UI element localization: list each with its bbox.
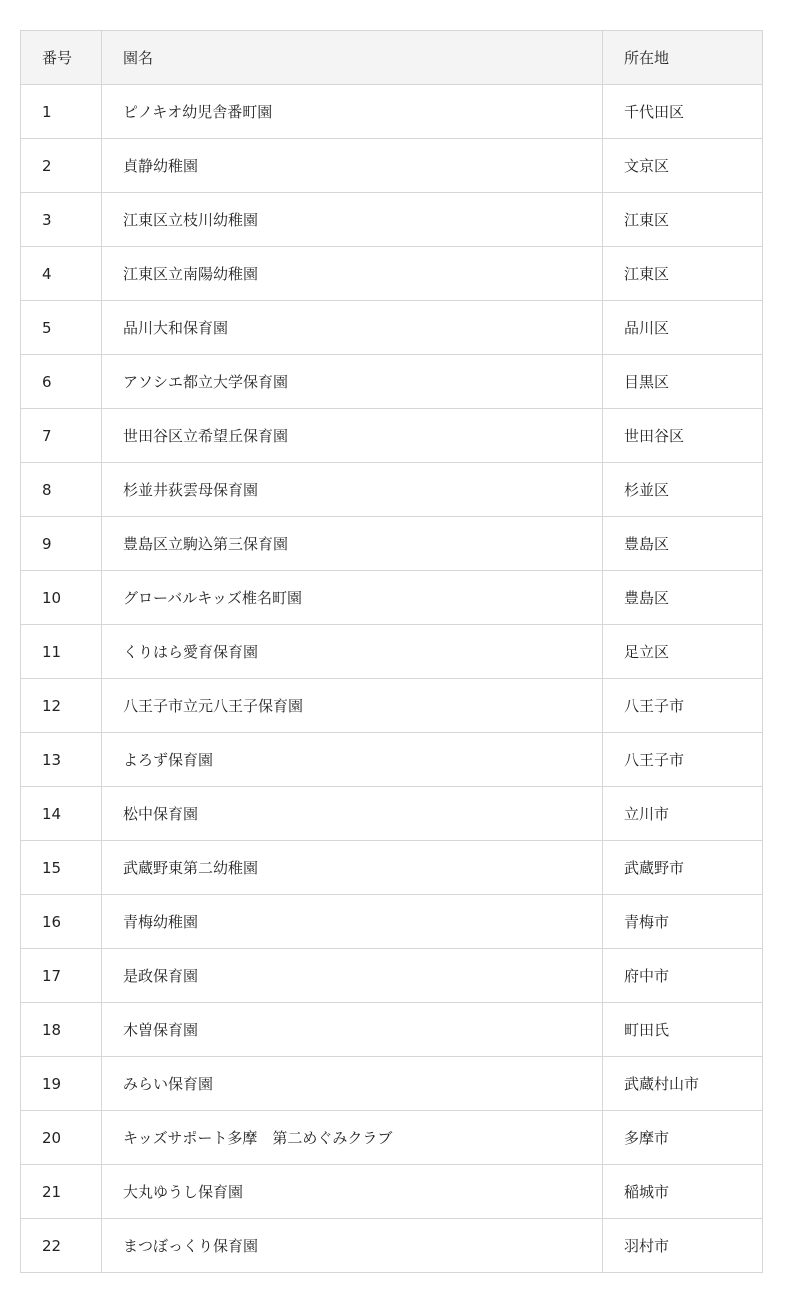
cell-number: 8: [21, 463, 102, 517]
cell-location: 八王子市: [603, 679, 763, 733]
cell-location: 羽村市: [603, 1219, 763, 1273]
cell-location: 江東区: [603, 247, 763, 301]
cell-number: 19: [21, 1057, 102, 1111]
cell-school-name: ピノキオ幼児舎番町園: [102, 85, 603, 139]
header-row: [21, 31, 763, 85]
cell-number: 21: [21, 1165, 102, 1219]
cell-location: 多摩市: [603, 1111, 763, 1165]
table-row: [21, 355, 763, 409]
table-header: [21, 31, 763, 85]
cell-location: 品川区: [603, 301, 763, 355]
cell-number: 4: [21, 247, 102, 301]
cell-number: 20: [21, 1111, 102, 1165]
cell-location: 江東区: [603, 193, 763, 247]
cell-number: 5: [21, 301, 102, 355]
cell-number: 13: [21, 733, 102, 787]
table-body: [21, 85, 763, 1273]
cell-school-name: 貞静幼稚園: [102, 139, 603, 193]
cell-school-name: 世田谷区立希望丘保育園: [102, 409, 603, 463]
cell-location: 稲城市: [603, 1165, 763, 1219]
cell-location: 立川市: [603, 787, 763, 841]
cell-number: 11: [21, 625, 102, 679]
cell-school-name: 武蔵野東第二幼稚園: [102, 841, 603, 895]
table-row: [21, 463, 763, 517]
table-row: [21, 409, 763, 463]
cell-school-name: 是政保育園: [102, 949, 603, 1003]
cell-location: 足立区: [603, 625, 763, 679]
cell-location: 文京区: [603, 139, 763, 193]
header-name: 園名: [102, 31, 603, 85]
cell-number: 15: [21, 841, 102, 895]
header-location: 所在地: [603, 31, 763, 85]
cell-location: 府中市: [603, 949, 763, 1003]
table-row: [21, 1003, 763, 1057]
table-row: [21, 949, 763, 1003]
cell-number: 17: [21, 949, 102, 1003]
cell-school-name: 大丸ゆうし保育園: [102, 1165, 603, 1219]
cell-number: 16: [21, 895, 102, 949]
table-row: [21, 85, 763, 139]
cell-school-name: 江東区立南陽幼稚園: [102, 247, 603, 301]
table-row: [21, 301, 763, 355]
cell-location: 町田氏: [603, 1003, 763, 1057]
table-row: [21, 1057, 763, 1111]
cell-school-name: みらい保育園: [102, 1057, 603, 1111]
table-row: [21, 679, 763, 733]
table-row: [21, 1165, 763, 1219]
cell-location: 八王子市: [603, 733, 763, 787]
table-row: [21, 1219, 763, 1273]
cell-location: 杉並区: [603, 463, 763, 517]
cell-location: 目黒区: [603, 355, 763, 409]
cell-number: 3: [21, 193, 102, 247]
school-table: [20, 30, 763, 1273]
cell-school-name: キッズサポート多摩 第二めぐみクラブ: [102, 1111, 603, 1165]
cell-school-name: 品川大和保育園: [102, 301, 603, 355]
cell-location: 武蔵野市: [603, 841, 763, 895]
cell-number: 1: [21, 85, 102, 139]
header-number: 番号: [21, 31, 102, 85]
cell-location: 豊島区: [603, 517, 763, 571]
cell-location: 青梅市: [603, 895, 763, 949]
school-list-container: [20, 30, 762, 1273]
cell-school-name: 青梅幼稚園: [102, 895, 603, 949]
table-row: [21, 139, 763, 193]
cell-school-name: 木曽保育園: [102, 1003, 603, 1057]
table-row: [21, 895, 763, 949]
table-row: [21, 247, 763, 301]
cell-school-name: 八王子市立元八王子保育園: [102, 679, 603, 733]
table-row: [21, 733, 763, 787]
table-row: [21, 571, 763, 625]
cell-number: 9: [21, 517, 102, 571]
table-row: [21, 787, 763, 841]
cell-location: 豊島区: [603, 571, 763, 625]
cell-number: 7: [21, 409, 102, 463]
cell-number: 22: [21, 1219, 102, 1273]
table-row: [21, 517, 763, 571]
table-row: [21, 193, 763, 247]
cell-school-name: 豊島区立駒込第三保育園: [102, 517, 603, 571]
table-row: [21, 625, 763, 679]
cell-location: 千代田区: [603, 85, 763, 139]
cell-school-name: 松中保育園: [102, 787, 603, 841]
cell-school-name: グローバルキッズ椎名町園: [102, 571, 603, 625]
cell-school-name: 杉並井荻雲母保育園: [102, 463, 603, 517]
cell-school-name: 江東区立枝川幼稚園: [102, 193, 603, 247]
table-row: [21, 1111, 763, 1165]
cell-school-name: よろず保育園: [102, 733, 603, 787]
cell-location: 世田谷区: [603, 409, 763, 463]
table-row: [21, 841, 763, 895]
cell-number: 2: [21, 139, 102, 193]
cell-number: 18: [21, 1003, 102, 1057]
cell-number: 12: [21, 679, 102, 733]
cell-number: 6: [21, 355, 102, 409]
cell-number: 14: [21, 787, 102, 841]
cell-number: 10: [21, 571, 102, 625]
cell-school-name: まつぼっくり保育園: [102, 1219, 603, 1273]
cell-school-name: くりはら愛育保育園: [102, 625, 603, 679]
cell-location: 武蔵村山市: [603, 1057, 763, 1111]
cell-school-name: アソシエ都立大学保育園: [102, 355, 603, 409]
